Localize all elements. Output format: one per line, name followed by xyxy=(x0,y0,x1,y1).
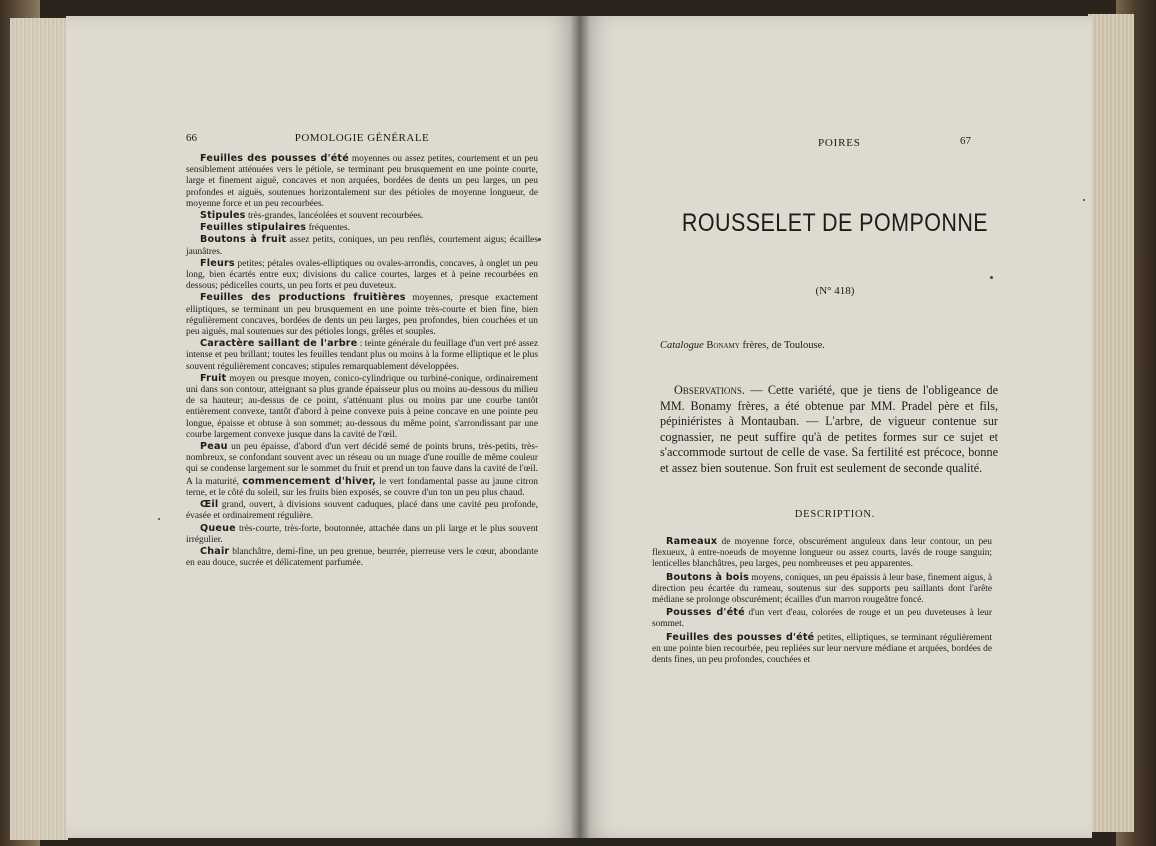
paragraph-text: blanchâtre, demi-fine, un peu grenue, beurrée, pierreuse vers le cœur, abondante en eau douce, sucrée et délicatement parfumée. xyxy=(186,546,538,569)
catalogue-rest: frères, de Toulouse. xyxy=(739,340,825,351)
paragraph-text: assez petits, coniques, un peu renflés, courtement aigus; écailles jaunâtres. xyxy=(186,235,538,257)
running-head: POIRES xyxy=(818,137,861,149)
page-number: 66 xyxy=(186,132,197,144)
left-page-header xyxy=(186,132,538,148)
term: Feuilles des pousses d'été xyxy=(666,631,815,643)
ink-speck xyxy=(158,518,160,520)
ink-speck xyxy=(990,276,993,279)
paragraph xyxy=(186,338,538,373)
paragraph xyxy=(186,523,538,546)
paragraph-text: très-grandes, lancéolées et souvent recourbées. xyxy=(245,211,424,222)
term: Caractère saillant de l'arbre xyxy=(200,338,358,350)
paragraph-text: moyennes, presque exactement elliptiques, se terminant un peu brusquement en une pointe très-courte et bien fine, bien régulièrement concaves, bordées de dents un peu larges, peu profondes, bien couchées et un peu aiguës, mal soutenues sur des pétioles longs, grêles et souples. xyxy=(186,293,538,338)
variety-title: ROUSSELET DE POMPONNE xyxy=(681,209,989,237)
paragraph-text: fréquentes. xyxy=(306,223,350,234)
paragraph-text: moyennes ou assez petites, courtement et un peu sensiblement atténuées vers le pétiole, se terminant peu brusquement en une pointe courte, large et finement aiguë, concaves et non arquées, bordées de dents un peu larges, un peu profondes et aiguës, soutenues horizontalement sur des pétioles de moyenne longueur, de moyenne force et un peu recourbées. xyxy=(186,154,538,209)
term: Boutons à fruit xyxy=(200,234,287,246)
paragraph-text: : teinte générale du feuillage d'un vert pré assez intense et peu brillant; toutes les feuilles tendant plus ou moins à la forme elliptique et le plus souvent régulièrement concaves; stipules remarquablement développées. xyxy=(186,339,538,372)
catalogue-name: Bonamy xyxy=(706,340,740,351)
paragraph-text: grand, ouvert, à divisions souvent caduques, placé dans une cavité peu profonde, évasée et ordinairement régulière. xyxy=(186,500,538,522)
paragraph xyxy=(186,546,538,569)
page-edges-right xyxy=(1088,14,1134,832)
description-heading: DESCRIPTION. xyxy=(794,509,876,520)
term: commencement d'hiver, xyxy=(242,475,377,487)
term: Queue xyxy=(200,522,236,534)
running-head: POMOLOGIE GÉNÉRALE xyxy=(294,132,430,144)
paragraph xyxy=(186,222,538,234)
paragraph xyxy=(652,572,992,607)
page-number: 67 xyxy=(960,135,971,147)
book-gutter xyxy=(570,16,590,838)
observations xyxy=(660,383,998,477)
paragraph xyxy=(652,536,992,571)
term: Feuilles des pousses d'été xyxy=(200,153,349,164)
observations-label: Observations. xyxy=(674,383,745,397)
paragraph xyxy=(186,258,538,293)
paragraph-text: de moyenne force, obscurément anguleux dans leur contour, un peu flexueux, à entre-noeuds de moyenne longueur ou assez courts, lavés de rouge sanguin; lenticelles blanchâtres, peu larges, peu nombreuses et peu apparentes. xyxy=(652,537,992,570)
paragraph xyxy=(186,210,538,222)
paragraph xyxy=(186,373,538,441)
term: Fruit xyxy=(200,372,227,384)
right-page xyxy=(578,16,1092,838)
term: Peau xyxy=(200,441,228,453)
paragraph-text: un peu épaisse, d'abord d'un vert décidé semé de points bruns, très-petits, très-nombreux, se confondant souvent avec un réseau ou un nuage d'une rouille de même couleur qui se condense largement sur le sommet du fruit et prend un ton fauve dans la cavité de l'œil. A la maturité, xyxy=(186,442,538,487)
paragraph-text: moyens, coniques, un peu épaissis à leur base, finement aigus, à direction peu écartée du rameau, soutenus sur des supports peu saillants dont l'arête médiane se prolonge obscurément; écailles d'un marron rougeâtre foncé. xyxy=(652,572,992,606)
paragraph xyxy=(186,499,538,522)
paragraph-text: moyen ou presque moyen, conico-cylindrique ou turbiné-conique, ordinairement uni dans son contour, atteignant sa plus grande épaisseur plus ou moins au-dessous du milieu de sa hauteur; au-dessus de ce point, s'atténuant plus ou moins par une courbe tantôt entièrement convexe, tantôt d'abord à peine convexe puis à peine concave en une pointe peu longue, épaisse et obtuse à son sommet; au-dessous du même point, s'arrondissant par une courbe largement convexe jusque dans la cavité de l'œil. xyxy=(186,373,538,440)
term: Stipules xyxy=(200,210,246,222)
paragraph xyxy=(652,607,992,630)
term: Rameaux xyxy=(666,536,718,547)
paragraph-text: petites; pétales ovales-elliptiques ou ovales-arrondis, concaves, à onglet un peu long, bien écartés entre eux; divisions du calice courtes, larges et à peine recourbées en dessous; pédicelles courts, un peu forts et peu duveteux. xyxy=(186,258,538,292)
paragraph-text: — Cette variété, que je tiens de l'obligeance de MM. Bonamy frères, a été obtenue par MM. Pradel père et fils, pépiniéristes à Montauban. — L'arbre, de vigueur contenue sur cognassier, ne peut suffire qu'à de petites formes sur ce sujet et s'accommode surtout de celle de vase. Sa fertilité est précoce, bonne et assez bien soutenue. Son fruit est seulement de seconde qualité. xyxy=(660,383,998,475)
term: Feuilles des productions fruitières xyxy=(200,292,406,304)
variety-number: (N° 418) xyxy=(815,285,855,297)
paragraph-text: très-courte, très-forte, boutonnée, attachée dans un pli large et le plus souvent irrégulier. xyxy=(186,523,538,545)
paragraph xyxy=(186,441,538,499)
paragraph-text: petites, elliptiques, se terminant régulièrement en une pointe bien recourbée, peu repliées sur leur nervure médiane et arquées, bordées de dents fines, un peu profondes, couchées et xyxy=(652,632,993,666)
term: Boutons à bois xyxy=(666,571,749,583)
ink-speck xyxy=(1083,199,1085,201)
paragraph xyxy=(186,292,538,338)
catalogue-line xyxy=(660,340,825,351)
right-page-body xyxy=(652,536,992,667)
page-edges-left xyxy=(10,18,68,840)
term: Chair xyxy=(200,545,230,557)
paragraph xyxy=(652,632,992,667)
term: Fleurs xyxy=(200,257,235,269)
catalogue-label: Catalogue xyxy=(660,340,704,351)
term: Feuilles stipulaires xyxy=(200,222,307,234)
paragraph xyxy=(186,153,538,210)
ink-speck xyxy=(538,238,541,241)
left-page xyxy=(66,16,580,838)
term: Pousses d'été xyxy=(666,607,745,619)
paragraph xyxy=(186,234,538,257)
paragraph xyxy=(660,383,998,477)
term: Œil xyxy=(200,499,219,511)
paragraph-text: le vert fondamental passe au jaune citron terne, et le côté du soleil, sur les fruits bien exposés, se couvre d'un ton un peu plus chaud. xyxy=(186,476,538,498)
paragraph-text: d'un vert d'eau, colorées de rouge et un peu duveteuses à leur sommet. xyxy=(652,608,992,630)
left-page-body xyxy=(186,153,538,569)
